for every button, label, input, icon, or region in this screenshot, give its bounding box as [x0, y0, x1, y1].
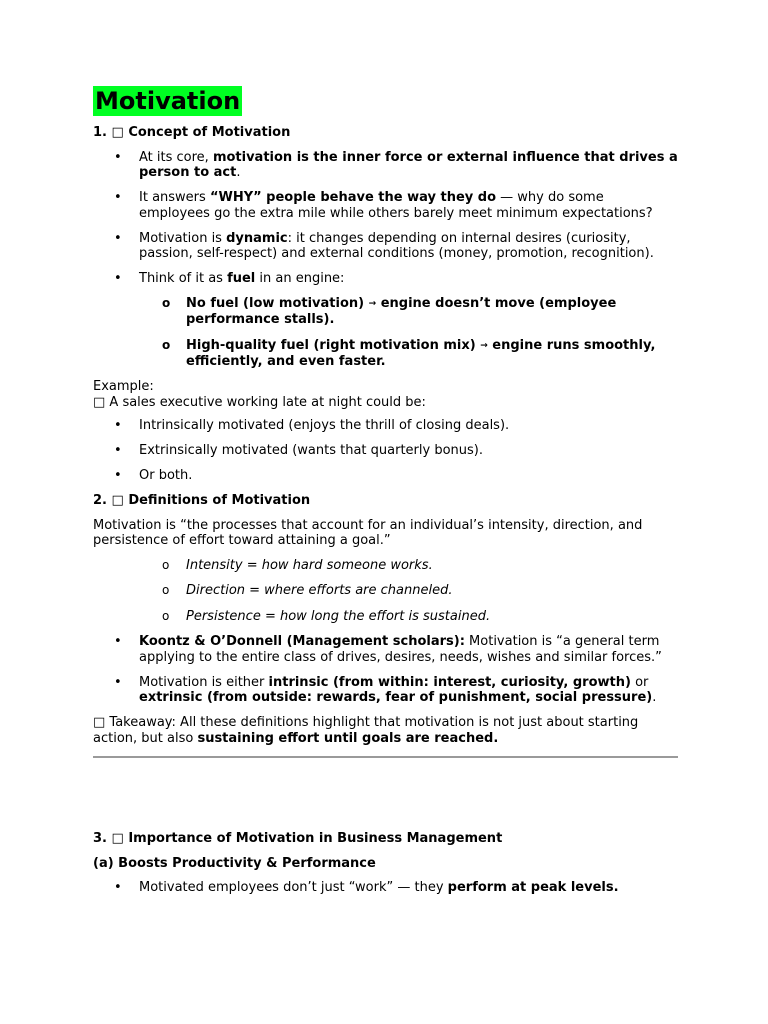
section-2-heading: 2. □ Definitions of Motivation [93, 493, 311, 508]
example-label: Example: [93, 379, 154, 394]
example-block [93, 379, 678, 410]
list-item: • It answers “WHY” people behave the way they do — why do some employees go the extra mile while others barely meet minimum expectations? [93, 190, 678, 221]
example-intro: □ A sales executive working late at night could be: [93, 394, 426, 410]
arrow-icon: → [480, 340, 488, 351]
section-1-heading: 1. □ Concept of Motivation [93, 125, 291, 140]
list-item: o Intensity = how hard someone works. [93, 558, 678, 574]
section-3-subheading: (a) Boosts Productivity & Performance [93, 855, 376, 871]
list-item: • At its core, motivation is the inner force or external influence that drives a person to act. [93, 150, 678, 181]
list-item: o Persistence = how long the effort is sustained. [93, 609, 678, 625]
arrow-icon: → [368, 298, 377, 309]
section-3-heading: 3. □ Importance of Motivation in Business Management [93, 831, 503, 846]
definition-components [93, 558, 678, 625]
list-item: • Think of it as fuel in an engine: o No fuel (low motivation) → engine doesn’t move (employee performance stalls). o High-quality fuel (right motivation mix) → engine runs smoothly, efficiently, and even faster. [93, 271, 678, 370]
list-item: • Or both. [93, 468, 678, 484]
list-item: o Direction = where efforts are channeled. [93, 583, 678, 599]
list-item: • Motivated employees don’t just “work” — they perform at peak levels. [93, 880, 678, 896]
document-page [93, 86, 678, 905]
definitions-list [93, 634, 678, 706]
takeaway-paragraph: □ Takeaway: All these definitions highlight that motivation is not just about starting action, but also sustaining effort until goals are reached. [93, 715, 639, 746]
productivity-list [93, 880, 678, 896]
fuel-sublist [139, 296, 678, 370]
list-item: • Extrinsically motivated (wants that quarterly bonus). [93, 443, 678, 459]
list-item: o No fuel (low motivation) → engine doesn’t move (employee performance stalls). [139, 296, 678, 328]
concept-list [93, 150, 678, 370]
list-item: • Motivation is either intrinsic (from within: interest, curiosity, growth) or extrinsic (from outside: rewards, fear of punishment, social pressure). [93, 675, 678, 706]
example-list [93, 418, 678, 484]
list-item: o High-quality fuel (right motivation mix) → engine runs smoothly, efficiently, and even faster. [139, 338, 678, 370]
list-item: • Motivation is dynamic: it changes depending on internal desires (curiosity, passion, self-respect) and external conditions (money, promotion, recognition). [93, 231, 678, 262]
page-title: Motivation [95, 87, 241, 115]
definition-paragraph: Motivation is “the processes that account for an individual’s intensity, direction, and persistence of effort toward attaining a goal.” [93, 517, 643, 548]
list-item: • Intrinsically motivated (enjoys the thrill of closing deals). [93, 418, 678, 434]
list-item: • Koontz & O’Donnell (Management scholars): Motivation is “a general term applying to the entire class of drives, desires, needs, wishes and similar forces.” [93, 634, 678, 665]
